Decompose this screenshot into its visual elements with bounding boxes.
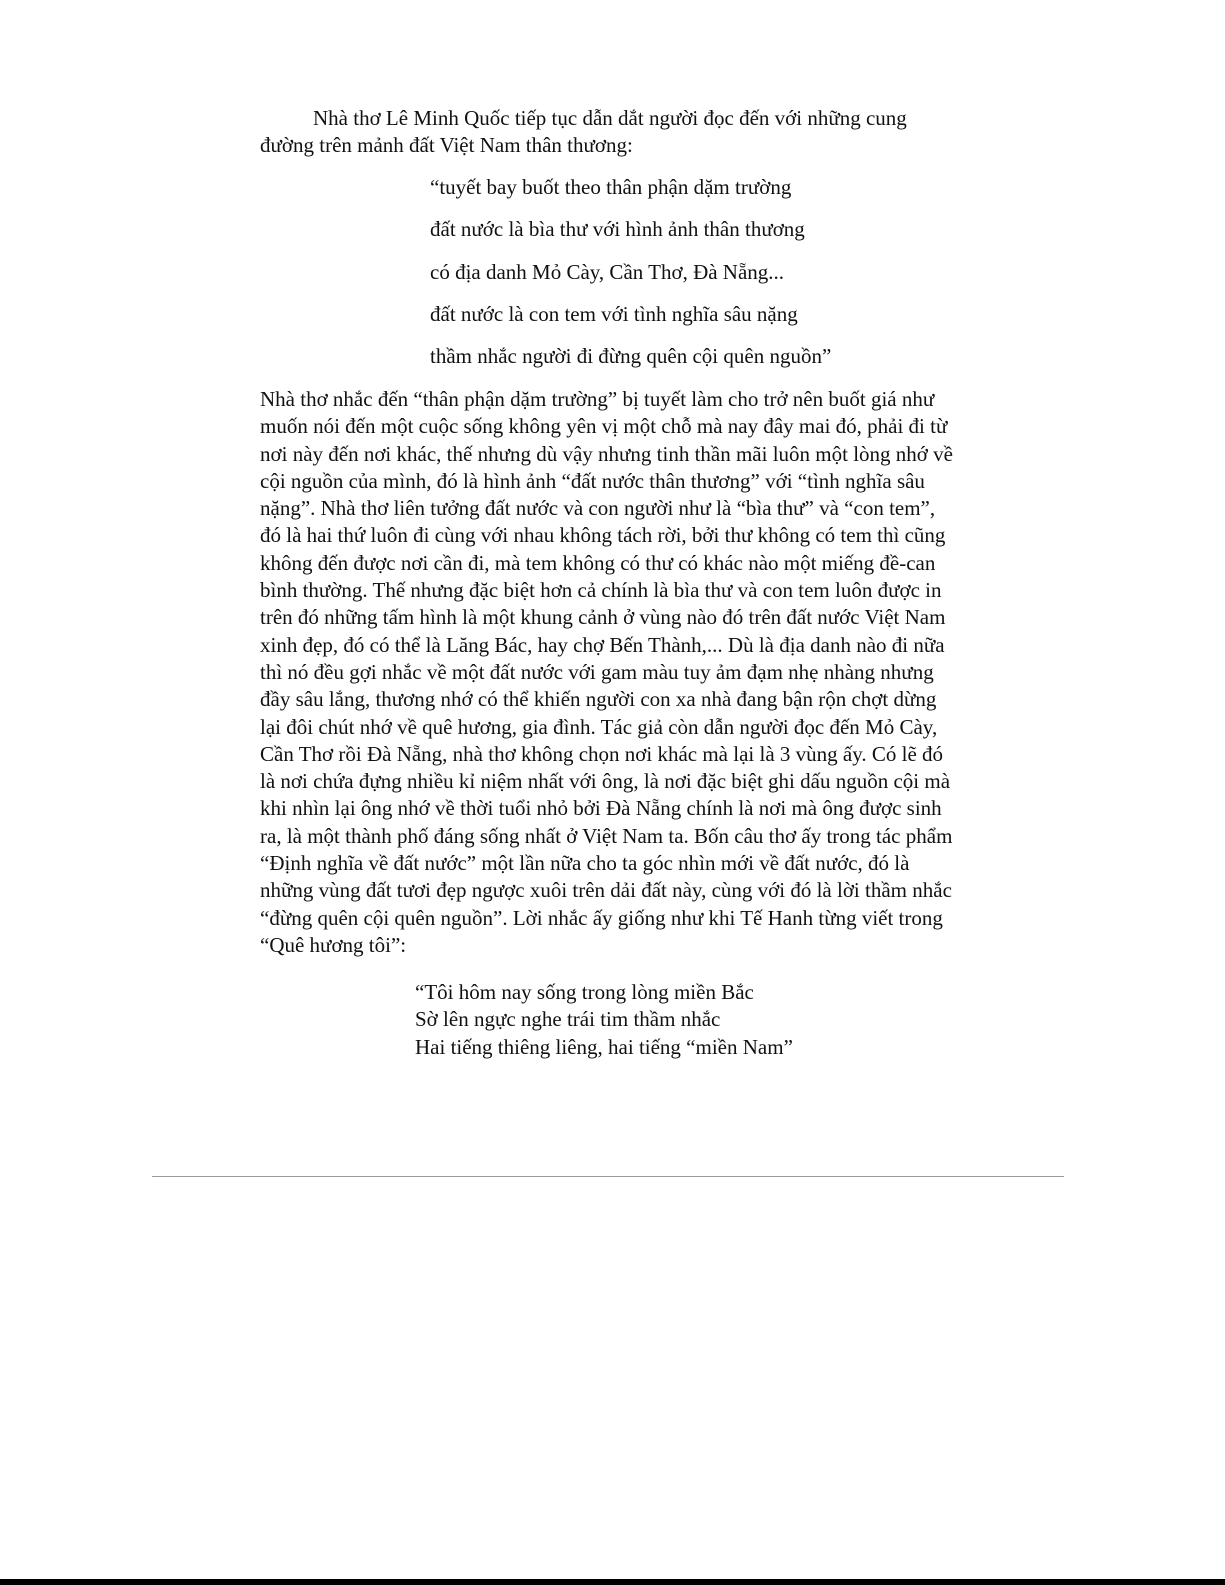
poem-line: Sờ lên ngực nghe trái tim thầm nhắc [415,1007,721,1032]
page-bottom-edge [0,1579,1225,1585]
poem-line: có địa danh Mỏ Cày, Cần Thơ, Đà Nẵng... [430,259,785,284]
intro-paragraph: Nhà thơ Lê Minh Quốc tiếp tục dẫn dắt người đọc đến với những cung đường trên mảnh đất Việt Nam thân thương: [260,106,907,158]
poem-line: đất nước là con tem với tình nghĩa sâu nặng [430,301,798,326]
poem-line: “Tôi hôm nay sống trong lòng miền Bắc [415,980,754,1004]
poem-line: thầm nhắc người đi đừng quên cội quên nguồn” [430,344,832,369]
poem-line: “tuyết bay buốt theo thân phận dặm trường [430,175,792,199]
poem-line: đất nước là bìa thư với hình ảnh thân thương [430,217,805,242]
poem-excerpt-2 [415,979,793,1061]
poem-line: Hai tiếng thiêng liêng, hai tiếng “miền Nam” [415,1034,793,1059]
page-divider [152,1176,1064,1177]
body-paragraph: Nhà thơ nhắc đến “thân phận dặm trường” bị tuyết làm cho trở nên buốt giá như muốn nói đến một cuộc sống không yên vị một chỗ mà nay đây mai đó, phải đi từ nơi này đến nơi khác, thế nhưng dù vậy nhưng tinh thần mãi luôn một lòng nhớ về cội nguồn của mình, đó là hình ảnh “đất nước thân thương” với “tình nghĩa sâu nặng”. Nhà thơ liên tưởng đất nước và con người như là “bìa thư” và “con tem”, đó là hai thứ luôn đi cùng với nhau không tách rời, bởi thư không có tem thì cũng không đến được nơi cần đi, mà tem không có thư có khác nào một miếng đề-can bình thường. Thế nhưng đặc biệt hơn cả chính là bìa thư và con tem luôn được in trên đó những tấm hình là một khung cảnh ở vùng nào đó trên đất nước Việt Nam xinh đẹp, đó có thể là Lăng Bác, hay chợ Bến Thành,... Dù là địa danh nào đi nữa thì nó đều gợi nhắc về một đất nước với gam màu tuy ảm đạm nhẹ nhàng nhưng đầy sâu lắng, thương nhớ có thể khiến người con xa nhà đang bận rộn chợt dừng lại đôi chút nhớ về quê hương, gia đình. Tác giả còn dẫn người đọc đến Mỏ Cày, Cần Thơ rồi Đà Nẵng, nhà thơ không chọn nơi khác mà lại là 3 vùng ấy. Có lẽ đó là nơi chứa đựng nhiều kỉ niệm nhất với ông, là nơi đặc biệt ghi dấu nguồn cội mà khi nhìn lại ông nhớ về thời tuổi nhỏ bởi Đà Nẵng chính là nơi mà ông được sinh ra, là một thành phố đáng sống nhất ở Việt Nam ta. Bốn câu thơ ấy trong tác phẩm “Định nghĩa về đất nước” một lần nữa cho ta góc nhìn mới về đất nước, đó là những vùng đất tươi đẹp ngược xuôi trên dải đất này, cùng với đó là lời thầm nhắc “đừng quên cội quên nguồn”. Lời nhắc ấy giống như khi Tế Hanh từng viết trong “Quê hương tôi”: [260,387,953,957]
poem-excerpt-1 [430,174,831,385]
